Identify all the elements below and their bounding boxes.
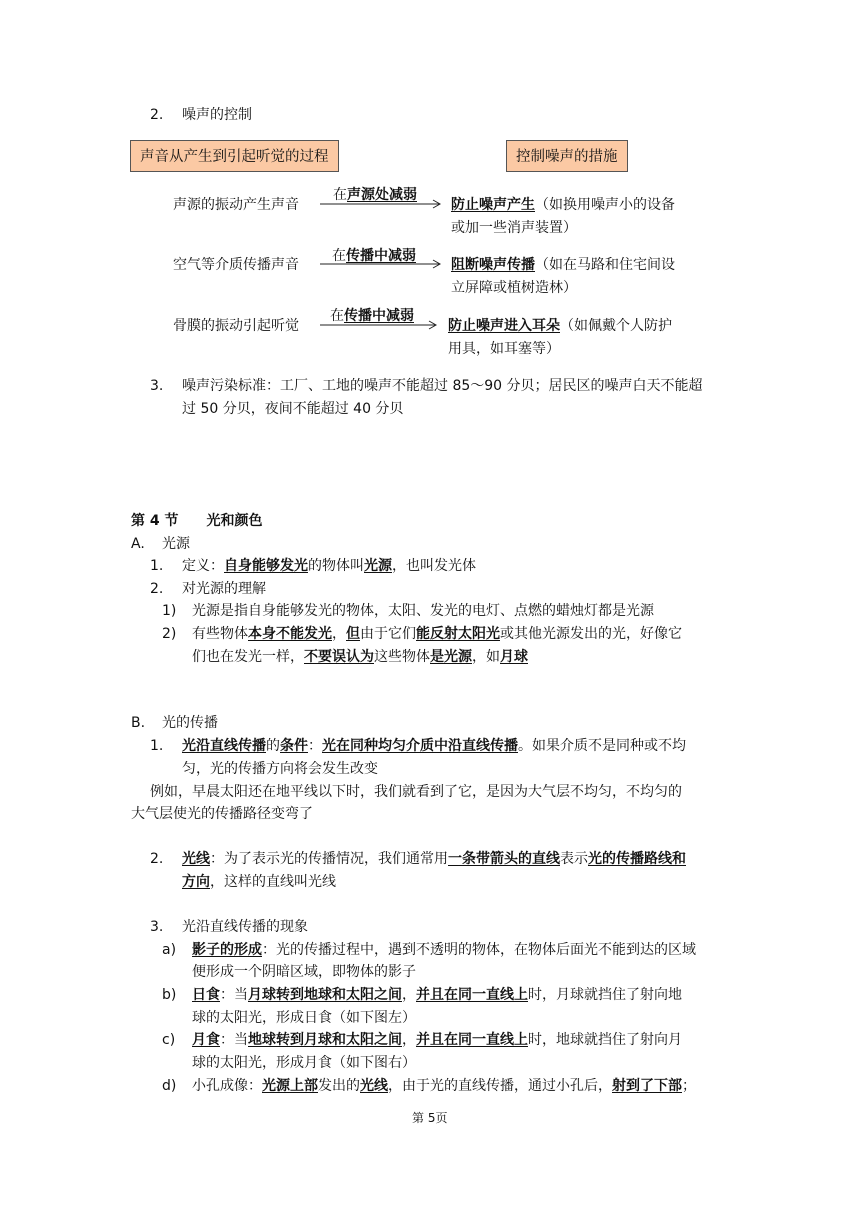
item-number: 3. — [150, 919, 164, 935]
arrow-label: 在声源处减弱 — [333, 187, 417, 203]
sub-item-number: d) — [162, 1078, 177, 1094]
measure-text-cont: 或加一些消声装置） — [451, 220, 577, 236]
subsection-title: 光的传播 — [162, 715, 218, 731]
example-text-cont: 大气层使光的传播路径变弯了 — [131, 806, 313, 822]
definition-text: 定义：自身能够发光的物体叫光源，也叫发光体 — [182, 558, 476, 574]
light-ray-definition-cont: 方向，这样的直线叫光线 — [182, 874, 336, 890]
process-box: 声音从产生到引起听觉的过程 — [130, 140, 339, 172]
reflection-explanation: 有些物体本身不能发光，但由于它们能反射太阳光或其他光源发出的光，好像它 — [192, 626, 682, 642]
noise-standard-text: 噪声污染标准：工厂、工地的噪声不能超过 85～90 分贝；居民区的噪声白天不能超 — [182, 378, 703, 394]
arrow-label: 在传播中减弱 — [330, 308, 414, 324]
measure-text-cont: 用具，如耳塞等） — [448, 341, 560, 357]
measure-text-cont: 立屏障或植树造林） — [451, 280, 577, 296]
page-number: 第 5页 — [412, 1111, 448, 1125]
sub-item-number: c) — [162, 1032, 176, 1048]
process-text: 空气等介质传播声音 — [173, 257, 299, 273]
example-text: 例如，早晨太阳还在地平线以下时，我们就看到了它，是因为大气层不均匀，不均匀的 — [150, 784, 682, 800]
item-number: 3. — [150, 378, 164, 394]
noise-standard-text-cont: 过 50 分贝，夜间不能超过 40 分贝 — [182, 401, 404, 417]
subsection-label: B. — [131, 715, 146, 731]
sub-item-number: a) — [162, 942, 177, 958]
item-number: 1. — [150, 558, 164, 574]
pinhole-text: 小孔成像：光源上部发出的光线，由于光的直线传播，通过小孔后，射到了下部； — [192, 1078, 696, 1094]
understanding-heading: 对光源的理解 — [182, 581, 266, 597]
item-number: 1. — [150, 738, 164, 754]
process-text: 声源的振动产生声音 — [173, 197, 299, 213]
measures-box: 控制噪声的措施 — [506, 140, 628, 172]
phenomena-heading: 光沿直线传播的现象 — [182, 919, 308, 935]
arrow-label: 在传播中减弱 — [332, 248, 416, 264]
light-ray-definition: 光线：为了表示光的传播情况，我们通常用一条带箭头的直线表示光的传播路线和 — [182, 851, 686, 867]
measure-text: 防止噪声产生（如换用噪声小的设备 — [451, 197, 675, 213]
subsection-title: 光源 — [162, 536, 190, 552]
sub-item-number: b) — [162, 987, 177, 1003]
reflection-explanation-cont: 们也在发光一样，不要误认为这些物体是光源，如月球 — [192, 649, 528, 665]
propagation-condition: 光沿直线传播的条件：光在同种均匀介质中沿直线传播。如果介质不是同种或不均 — [182, 738, 686, 754]
propagation-condition-cont: 匀，光的传播方向将会发生改变 — [182, 761, 378, 777]
shadow-text-cont: 便形成一个阴暗区域，即物体的影子 — [192, 964, 416, 980]
lunar-eclipse-text: 月食：当地球转到月球和太阳之间，并且在同一直线上时，地球就挡住了射向月 — [192, 1032, 682, 1048]
item-number: 2. — [150, 107, 164, 123]
measure-text: 阻断噪声传播（如在马路和住宅间设 — [451, 257, 675, 273]
solar-eclipse-text: 日食：当月球转到地球和太阳之间，并且在同一直线上时，月球就挡住了射向地 — [192, 987, 682, 1003]
right-arrow-icon — [320, 199, 444, 209]
shadow-text: 影子的形成：光的传播过程中，遇到不透明的物体，在物体后面光不能到达的区域 — [192, 942, 696, 958]
sub-item-number: 1) — [162, 603, 177, 619]
measure-text: 防止噪声进入耳朵（如佩戴个人防护 — [448, 318, 672, 334]
lunar-eclipse-text-cont: 球的太阳光，形成月食（如下图右） — [192, 1055, 416, 1071]
solar-eclipse-text-cont: 球的太阳光，形成日食（如下图左） — [192, 1010, 416, 1026]
noise-control-heading: 噪声的控制 — [182, 107, 252, 123]
right-arrow-icon — [320, 259, 444, 269]
item-number: 2. — [150, 581, 164, 597]
right-arrow-icon — [320, 320, 440, 330]
light-source-explanation: 光源是指自身能够发光的物体，太阳、发光的电灯、点燃的蜡烛灯都是光源 — [192, 603, 654, 619]
sub-item-number: 2) — [162, 626, 177, 642]
process-text: 骨膜的振动引起听觉 — [173, 318, 299, 334]
subsection-label: A. — [131, 536, 145, 552]
section-title: 第 4 节 光和颜色 — [131, 513, 263, 529]
item-number: 2. — [150, 851, 164, 867]
